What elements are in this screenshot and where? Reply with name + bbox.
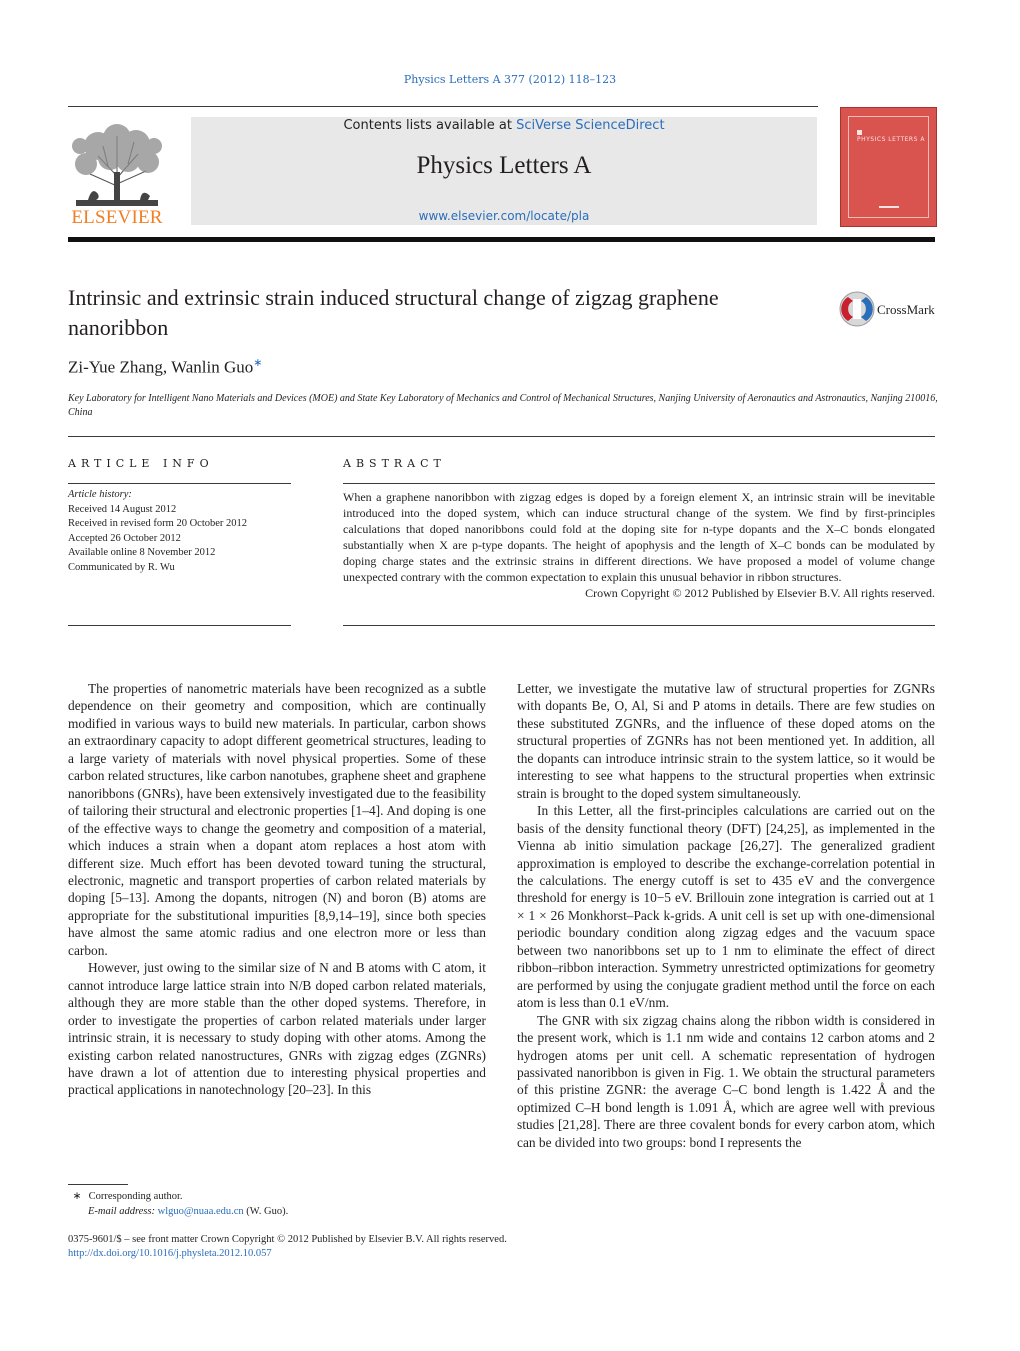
contents-line [191, 118, 817, 133]
abstract-body [343, 489, 935, 601]
journal-url-link[interactable]: www.elsevier.com/locate/pla [418, 209, 590, 223]
abstract-text: When a graphene nanoribbon with zigzag edges is doped by a foreign element X, an intrinsic strain will be inevitable introduced into the doped system, which can induce structural change of the system. We find by first-principles calculations that doped nanoribbons could fold at the doping site for n-type dopants and the X–C bonds elongated substantially when X are p-type dopants. The height of apophysis and the length of X–C bonds can be modulated by doping charge states and the extrinsic strains in different directions. We have proposed a model of volume change unexpected contrary with the common expectation to explain this unusual behavior in ribbon structures. [343, 490, 935, 584]
journal-reference[interactable]: Physics Letters A 377 (2012) 118–123 [403, 73, 617, 86]
body-column-right [517, 680, 935, 1151]
cover-logo-icon [857, 130, 862, 135]
footnote-label: Corresponding author. [88, 1191, 183, 1202]
abstract-rule [343, 483, 935, 484]
email-link[interactable]: wlguo@nuaa.edu.cn [157, 1206, 244, 1217]
elsevier-tree-logo [68, 116, 166, 208]
journal-name: Physics Letters A [416, 152, 592, 179]
history-line: Communicated by R. Wu [68, 561, 175, 573]
header-top-rule [68, 106, 818, 107]
email-suffix: (W. Guo). [246, 1206, 289, 1217]
cover-title: PHYSICS LETTERS A [857, 136, 925, 143]
abstract-bottom-rule [343, 625, 935, 626]
article-history [68, 488, 293, 575]
abstract-heading: ABSTRACT [343, 457, 446, 470]
history-line: Received in revised form 20 October 2012 [68, 518, 248, 529]
paragraph: In this Letter, all the first-principles calculations are carried out on the basis of the density functional theory (DFT) [24,25], as implemented in the Vienna ab initio simulation package [26,27]. The generalized gradient approximation is employed to describe the exchange-correlation potential in the calculations. The energy cutoff is set to 435 eV and the convergence threshold for energy is 10−5 eV. Brillouin zone integration is carried out at 1 × 1 × 26 Monkhorst–Pack k-grids. A unit cell is set up with one-dimensional periodic boundary condition along zigzag edges and the vacuum space between two nanoribbons set up to 1 nm to eliminate the effect of direct ribbon–ribbon interaction. Symmetry unrestricted optimizations for geometry are performed by using the conjugate gradient method until the force on each atom is less than 0.1 eV/nm. [517, 803, 935, 1011]
doi-link[interactable]: http://dx.doi.org/10.1016/j.physleta.2012.10.057 [68, 1248, 272, 1259]
authors-text: Zi-Yue Zhang, Wanlin Guo [68, 357, 254, 377]
article-info-bottom-rule [68, 625, 291, 626]
header-bottom-rule [68, 237, 935, 242]
paragraph: Letter, we investigate the mutative law of structural properties for ZGNRs with dopants Be, O, Al, Si and P atoms in details. There are few studies on these substituted ZGNRs, and the influence of these doped atoms on the structural properties of ZGNRs has not been mentioned yet. In addition, all the dopants can introduce intrinsic strain to the system lattice, so it would be interesting to see what happens to the structural properties when extrinsic strain is brought to the doped system simultaneously. [517, 681, 935, 801]
corresponding-author-mark[interactable]: ∗ [253, 357, 263, 369]
footnote-email-line [68, 1204, 368, 1219]
paragraph: The properties of nanometric materials have been recognized as a subtle dependence on their geometry and composition, which are continually modified in various ways to build new materials. In particular, carbon shows an extraordinary capacity to adopt different geometrical structures, leading to a large variety of materials with novel physical properties. Some of these carbon related structures, like carbon nanotubes, graphene sheet and graphene nanoribbons (GNRs), have been extensively investigated due to the feasibility of tailoring their structural and electronic properties [1–4]. And doping is one of the effective ways to change the geometry and composition of a material, which induces a strain when a dopant atom replaces a host atom with different size. Much effort has been devoted toward tuning the structural, electronic, magnetic and transport properties of carbon related materials by doping [5–13]. Among the dopants, nitrogen (N) and boron (B) atoms are appropriate for the substitutional impurities [8,9,14–19], since both species have almost the same atomic radius and one electron more or less than carbon. [68, 681, 486, 958]
elsevier-wordmark: ELSEVIER [71, 207, 163, 228]
journal-cover-image [840, 107, 937, 227]
crossmark-icon[interactable] [839, 291, 875, 327]
footnote-rule [68, 1184, 128, 1185]
email-label: E-mail address: [88, 1206, 155, 1217]
contents-prefix: Contents lists available at [343, 118, 517, 133]
history-line: Accepted 26 October 2012 [68, 532, 181, 544]
history-label: Article history: [68, 489, 132, 500]
history-line: Available online 8 November 2012 [68, 547, 216, 558]
author-list [68, 356, 263, 378]
paragraph: However, just owing to the similar size of N and B atoms with C atom, it cannot introduce large lattice strain into N/B doped carbon related materials, although they are more stable than the other doped systems. Therefore, in order to investigate the properties of carbon related materials under larger intrinsic strain, it is necessary to study doping with other atoms. Among the existing carbon related nanostructures, GNRs with zigzag edges (ZGNRs) have drawn a lot of attention due to interesting physical properties and practical applications in nanotechnology [20–23]. In this [68, 960, 486, 1098]
history-line: Received 14 August 2012 [68, 503, 177, 515]
footnote [68, 1189, 368, 1219]
affiliation: Key Laboratory for Intelligent Nano Materials and Devices (MOE) and State Key Laboratory of Mechanics and Control of Mechanical Structures, Nanjing University of Aeronautics and Astronautics, Nanjing 210016, China [68, 393, 938, 418]
body-column-left [68, 680, 486, 1099]
affiliation-rule [68, 436, 935, 437]
crossmark-label[interactable]: CrossMark [877, 302, 935, 317]
article-info-rule [68, 483, 291, 484]
footnote-mark: ∗ [72, 1191, 82, 1202]
footnote-line [68, 1189, 368, 1204]
sciencedirect-link[interactable]: SciVerse ScienceDirect [516, 118, 665, 133]
article-title: Intrinsic and extrinsic strain induced structural change of zigzag graphene nanoribbon [68, 285, 719, 340]
issn-line: 0375-9601/$ – see front matter Crown Copyright © 2012 Published by Elsevier B.V. All rights reserved. [68, 1234, 507, 1245]
cover-publisher-mark [879, 206, 899, 208]
paragraph: The GNR with six zigzag chains along the ribbon width is considered in the present work, which is 1.1 nm wide and contains 12 carbon atoms and 2 hydrogen atoms per unit cell. A schematic representation of hydrogen passivated nanoribbon is given in Fig. 1. We obtain the structural parameters of this pristine ZGNR: the average C–C bond length is 1.422 Å and the optimized C–H bond length is 1.091 Å, which are agree well with previous studies [21,28]. There are three covalent bonds for every carbon atom, which can be divided into two groups: bond I represents the [517, 1012, 935, 1150]
front-matter [68, 1233, 768, 1261]
abstract-copyright: Crown Copyright © 2012 Published by Elsevier B.V. All rights reserved. [585, 586, 935, 600]
article-info-heading: ARTICLE INFO [68, 457, 214, 470]
